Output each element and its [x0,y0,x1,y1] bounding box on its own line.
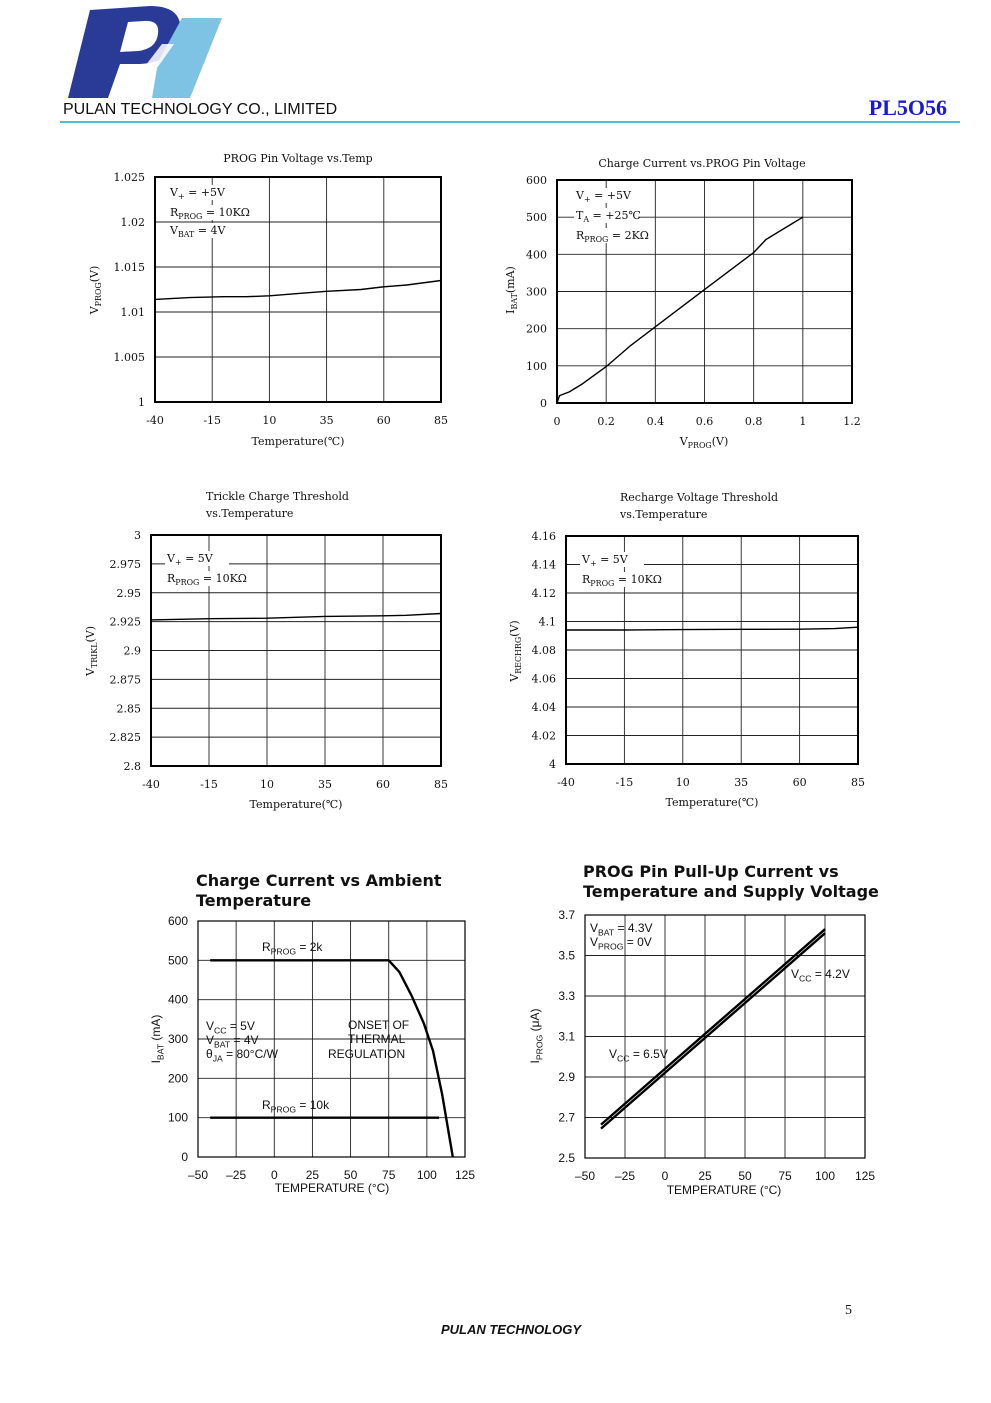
company-name: PULAN TECHNOLOGY CO., LIMITED [63,101,338,118]
chart-subtitle: vs.Temperature [620,508,708,521]
annotation-label: $V_{BAT} = 4.3V$ [590,921,653,938]
x-tick-label: –25 [614,1169,636,1183]
annotation-label: $T_A$ = +25℃ [576,209,641,225]
x-tick-label: 1.2 [843,415,861,428]
annotation-label: THERMAL [348,1032,406,1046]
chart-subtitle: vs.Temperature [206,507,294,520]
chart-6 [528,862,879,1197]
x-tick-label: 0.6 [695,415,714,428]
annotation-label: $R_{PROG} = 10K\Omega$ [170,206,250,222]
x-tick-label: 10 [262,414,277,427]
chart-subtitle: Temperature and Supply Voltage [583,882,879,901]
y-tick-label: 2.9 [123,644,141,658]
y-tick-label: 2.7 [558,1110,575,1125]
annotation-label: $V_{CC} = 5V$ [206,1019,255,1036]
y-tick-label: 300 [526,285,547,299]
series-line-1 [566,627,858,630]
part-number: PL5O56 [868,95,947,120]
x-axis-label: Temperature(℃) [665,796,759,809]
annotation-label: $R_{PROG} = 10K\Omega$ [167,572,247,588]
chart-title: PROG Pin Pull-Up Current vs [583,862,839,881]
y-tick-label: 1.025 [113,171,145,184]
annotation-label: $V_{CC} = 4.2V$ [791,967,850,984]
chart-4 [508,491,865,809]
y-tick-label: 500 [167,953,188,968]
x-tick-label: –50 [574,1169,596,1183]
annotation-label: $R_{PROG} = 2K\Omega$ [576,229,649,245]
annotation-label: $R_{PROG} = 10k$ [262,1098,330,1115]
x-tick-label: -40 [557,776,575,789]
x-tick-label: 75 [778,1169,792,1183]
page-number: 5 [845,1303,852,1318]
y-tick-label: 2.5 [558,1151,575,1165]
footer-text: PULAN TECHNOLOGY [440,1322,582,1337]
y-tick-label: 0 [540,397,547,410]
series-line-1 [151,614,441,620]
x-tick-label: 0 [661,1169,669,1183]
chart-title: Trickle Charge Threshold [206,490,349,503]
y-tick-label: 1.015 [113,261,145,274]
x-tick-label: -15 [615,776,634,789]
y-axis-label: $V_{RECHRG}(V)$ [508,620,524,682]
chart-title: Charge Current vs Ambient [196,871,442,890]
y-tick-label: 2.825 [109,731,141,745]
x-axis-label: Temperature(℃) [249,798,343,811]
y-axis-label: $I_{PROG}$ (μA) [528,1008,545,1064]
y-axis-label: $V_{PROG}(V)$ [88,265,104,315]
y-tick-label: 1.02 [120,216,145,229]
y-tick-label: 4.06 [531,672,556,686]
y-tick-label: 300 [167,1032,188,1046]
y-tick-label: 1.01 [120,306,145,319]
x-tick-label: –25 [226,1168,247,1182]
annotation-label: $V_+ = 5V$ [167,552,213,568]
x-axis-label: $V_{PROG}(V)$ [679,435,729,451]
y-tick-label: 4.1 [538,615,556,629]
chart-3 [84,490,448,811]
chart-title: PROG Pin Voltage vs.Temp [223,152,373,165]
chart-subtitle: Temperature [196,891,312,910]
series-line-1 [155,281,441,300]
annotation-label: $V_{CC} = 6.5V$ [609,1047,668,1064]
y-tick-label: 4 [549,758,556,771]
x-tick-label: 100 [814,1169,836,1183]
x-tick-label: 0.4 [646,415,665,428]
y-tick-label: 3.5 [558,948,575,963]
y-tick-label: 200 [526,322,547,336]
y-axis-label: $V_{TRIKL}(V)$ [84,626,100,676]
chart-title: Recharge Voltage Threshold [620,491,779,504]
y-tick-label: 3 [134,529,141,542]
x-tick-label: 35 [318,778,332,791]
series-line-1 [601,929,825,1124]
y-axis-label: $I_{BAT}(mA)$ [504,266,520,314]
y-tick-label: 3.3 [558,989,575,1003]
y-tick-label: 600 [167,914,188,928]
x-tick-label: 25 [305,1168,320,1182]
chart-5 [149,871,475,1195]
x-tick-label: 125 [454,1168,476,1182]
x-tick-label: 10 [260,778,274,791]
x-tick-label: 0.2 [597,415,615,428]
annotation-label: $V_+ = 5V$ [582,553,628,569]
x-tick-label: 1 [799,415,807,428]
series-line-2 [601,933,825,1128]
y-tick-label: 2.85 [116,702,141,716]
y-tick-label: 2.925 [109,615,141,629]
y-tick-label: 1.005 [113,351,145,364]
x-axis-label: Temperature(℃) [251,435,345,448]
annotation-label: ONSET OF [348,1018,410,1032]
y-tick-label: 4.02 [531,729,556,743]
x-tick-label: 75 [382,1168,396,1182]
x-tick-label: –50 [187,1168,209,1182]
x-axis-label: TEMPERATURE (°C) [274,1181,390,1195]
y-tick-label: 400 [526,248,547,262]
x-tick-label: 100 [416,1168,437,1182]
y-tick-label: 400 [167,992,188,1007]
annotation-label: $V_{PROG} = 0V$ [590,935,652,952]
y-tick-label: 3.7 [558,908,575,922]
annotation-label: REGULATION [328,1047,406,1061]
x-tick-label: 60 [376,778,390,791]
x-tick-label: -40 [142,778,160,791]
x-tick-label: 50 [343,1168,358,1182]
annotation-label: $V_{BAT} = 4V$ [206,1033,259,1050]
x-tick-label: 10 [675,776,690,789]
x-tick-label: -40 [146,414,164,427]
y-tick-label: 600 [526,174,547,187]
annotation-label: $V_+ = +5V$ [170,186,225,202]
x-tick-label: -15 [200,778,218,791]
y-tick-label: 2.8 [123,760,141,773]
x-tick-label: 85 [851,776,865,789]
x-tick-label: 35 [734,776,749,789]
annotation-label: $V_+ = +5V$ [576,189,631,205]
y-tick-label: 100 [167,1110,188,1125]
series-line-1 [557,217,803,403]
x-tick-label: 85 [434,414,448,427]
y-tick-label: 4.12 [531,587,556,600]
x-tick-label: 85 [434,778,448,791]
x-tick-label: 0 [270,1168,278,1182]
x-tick-label: -15 [203,414,222,427]
chart-1 [88,152,448,448]
x-tick-label: 0 [553,415,561,428]
y-tick-label: 200 [167,1071,188,1086]
x-tick-label: 125 [854,1169,876,1183]
y-tick-label: 500 [526,211,547,225]
x-tick-label: 0.8 [744,415,763,428]
chart-title: Charge Current vs.PROG Pin Voltage [598,157,806,170]
x-tick-label: 25 [698,1169,712,1183]
y-tick-label: 100 [526,359,547,373]
y-tick-label: 2.975 [109,557,141,571]
x-tick-label: 60 [792,776,807,789]
annotation-label: $R_{PROG} = 10K\Omega$ [582,573,662,589]
y-tick-label: 4.16 [531,530,556,543]
y-tick-label: 4.04 [531,701,556,714]
y-tick-label: 4.08 [531,644,556,657]
chart-2 [504,157,861,450]
y-tick-label: 2.875 [109,673,141,687]
x-tick-label: 35 [319,414,334,427]
annotation-label: $R_{PROG} = 2k$ [262,940,323,957]
y-tick-label: 2.95 [116,586,141,600]
y-tick-label: 4.14 [531,558,556,572]
y-axis-label: $I_{BAT}$ (mA) [149,1014,166,1064]
y-tick-label: 0 [181,1150,188,1164]
annotation-label: $V_{BAT} = 4V$ [170,224,226,240]
y-tick-label: 3.1 [558,1029,575,1044]
x-tick-label: 50 [738,1169,752,1183]
annotation-label: $\theta_{JA} = 80^\circ C/W$ [206,1047,278,1064]
x-axis-label: TEMPERATURE (°C) [666,1183,782,1197]
y-tick-label: 1 [138,396,145,409]
y-tick-label: 2.9 [558,1070,575,1084]
x-tick-label: 60 [376,414,391,427]
